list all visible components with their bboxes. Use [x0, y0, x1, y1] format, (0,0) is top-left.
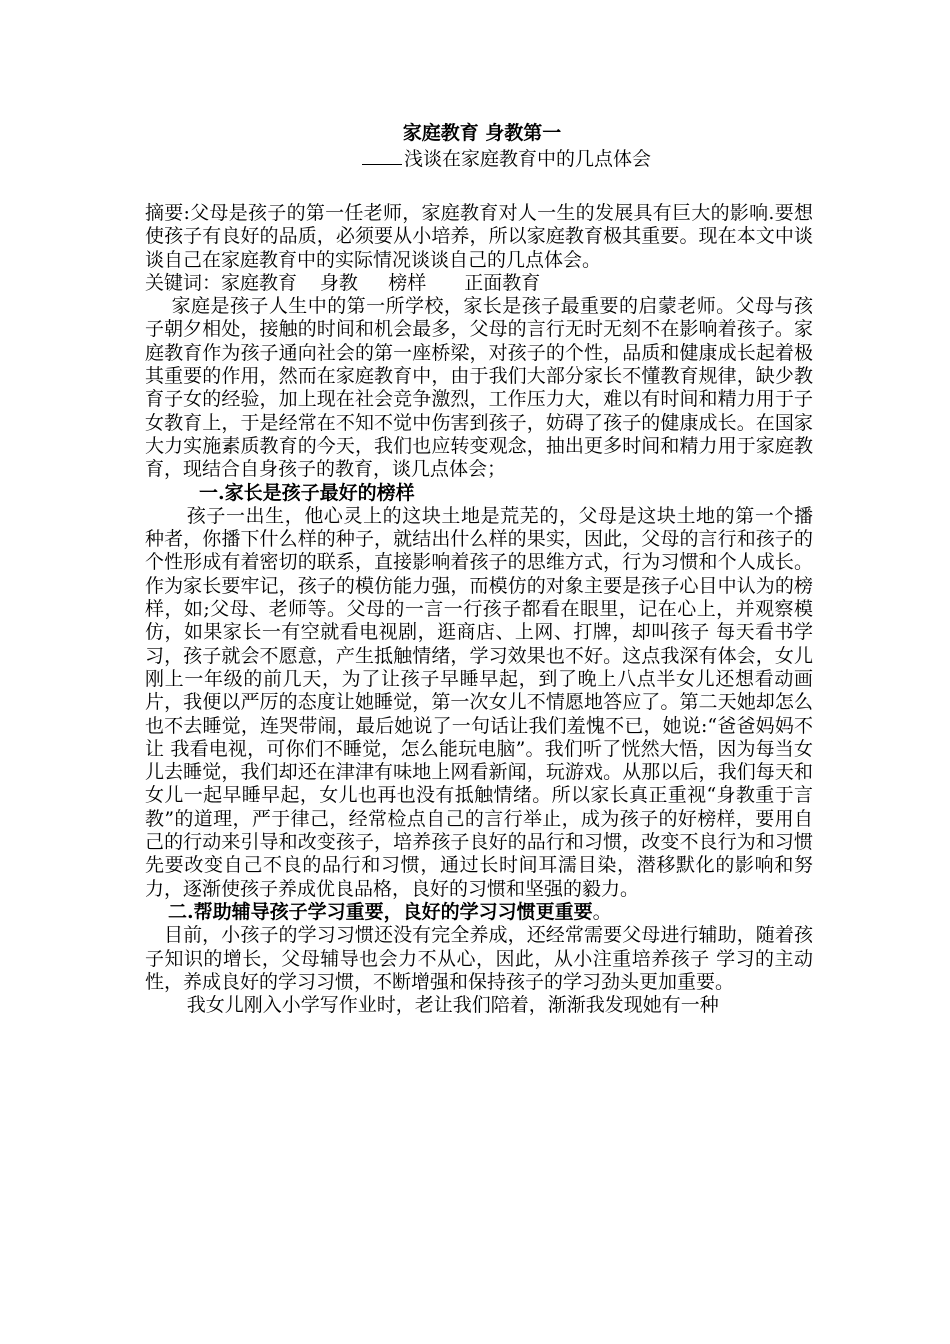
- document-page: [145, 120, 813, 1017]
- subtitle-dash-line: [362, 150, 402, 165]
- section-1-paragraph: 孩子一出生，他心灵上的这块土地是荒芜的，父母是这块土地的第一个播种者，你播下什么样的种子，就结出什么样的果实，因此，父母的言行和孩子的个性形成有着密切的联系，直接影响着孩子的思维方式，行为习惯和个人成长。作为家长要牢记，孩子的模仿能力强，而模仿的对象主要是孩子心目中认为的榜样，如;父母、老师等。父母的一言一行孩子都看在眼里，记在心上，并观察模仿，如果家长一有空就看电视剧，逛商店、上网、打牌，却叫孩子 每天看书学习，孩子就会不愿意，产生抵触情绪，学习效果也不好。这点我深有体会，女儿刚上一年级的前几天，为了让孩子早睡早起，到了晚上八点半女儿还想看动画片，我便以严厉的态度让她睡觉，第一次女儿不情愿地答应了。第二天她却怎么也不去睡觉，连哭带闹，最后她说了一句话让我们羞愧不已，她说:“爸爸妈妈不让 我看电视，可你们不睡觉，怎么能玩电脑”。我们听了恍然大悟，因为每当女儿去睡觉，我们却还在津津有味地上网看新闻，玩游戏。从那以后，我们每天和女儿一起早睡早起，女儿也再也没有抵触情绪。所以家长真正重视“身教重于言教”的道理，严于律己，经常检点自己的言行举止，成为孩子的好榜样，要用自己的行动来引导和改变孩子，培养孩子良好的品行和习惯，改变不良行为和习惯先要改变自己不良的品行和习惯，通过长时间耳濡目染，潜移默化的影响和努力，逐渐使孩子养成优良品格，良好的习惯和坚强的毅力。: [145, 504, 813, 900]
- document-title: 家庭教育 身教第一: [402, 122, 562, 144]
- section-2-paragraph-1: 目前，小孩子的学习习惯还没有完全养成，还经常需要父母进行辅助，随着孩子知识的增长，父母辅导也会力不从心，因此，从小注重培养孩子 学习的主动性，养成良好的学习习惯，不断增强和保持孩子的学习劲头更加重要。: [145, 924, 813, 993]
- section-2-heading: [145, 901, 813, 924]
- intro-paragraph: 家庭是孩子人生中的第一所学校，家长是孩子最重要的启蒙老师。父母与孩子朝夕相处，接触的时间和机会最多，父母的言行无时无刻不在影响着孩子。家庭教育作为孩子通向社会的第一座桥梁，对孩子的个性，品质和健康成长起着极其重要的作用，然而在家庭教育中，由于我们大部分家长不懂教育规律，缺少教育子女的经验，加上现在社会竞争激烈，工作压力大，难以有时间和精力用于子女教育上，于是经常在不知不觉中伤害到孩子，妨碍了孩子的健康成长。在国家大力实施素质教育的今天，我们也应转变观念，抽出更多时间和精力用于家庭教育，现结合自身孩子的教育，谈几点体会；: [145, 295, 813, 481]
- keyword-item: 榜样: [388, 271, 427, 294]
- section-1-heading: 一.家长是孩子最好的榜样: [199, 481, 415, 504]
- keyword-item: 家庭教育: [221, 271, 298, 294]
- keyword-item: 身教: [319, 271, 358, 294]
- keywords-line: [145, 272, 813, 295]
- abstract-paragraph: 摘要:父母是孩子的第一任老师，家庭教育对人一生的发展具有巨大的影响.要想使孩子有良好的品质，必须要从小培养，所以家庭教育极其重要。现在本文中谈谈自己在家庭教育中的实际情况谈谈自己的几点体会。: [145, 202, 813, 271]
- keywords-label: 关键词：: [145, 271, 222, 294]
- document-subtitle: [145, 146, 813, 172]
- section-2-heading-text: 二.帮助辅导孩子学习重要，良好的学习习惯更重要: [168, 900, 593, 923]
- keyword-item: 正面教育: [464, 271, 541, 294]
- section-2-paragraph-2: 我女儿刚入小学写作业时，老让我们陪着，渐渐我发现她有一种: [186, 994, 719, 1017]
- section-2-heading-tail: 。: [592, 900, 612, 923]
- subtitle-text: 浅谈在家庭教育中的几点体会: [404, 148, 652, 170]
